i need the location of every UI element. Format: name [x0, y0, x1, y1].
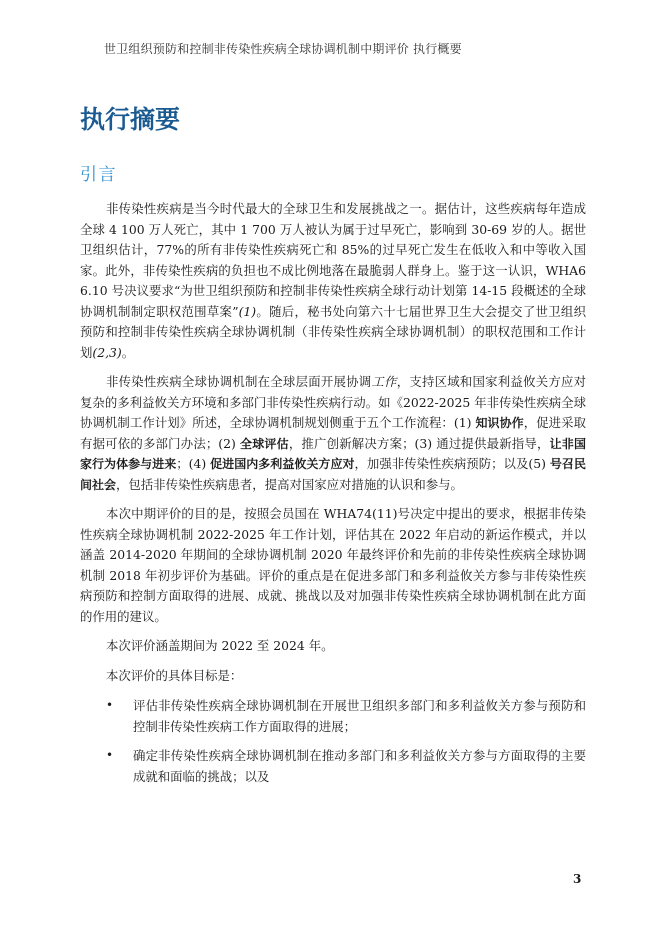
workstream-global-assessment: 全球评估	[240, 436, 289, 451]
paragraph-2-part-b: ，支持区域和国家利益攸关方应对复杂的多利益攸关方环境和多部门非传染性疾病行动。如《2022-2025 年非传染性疾病全球协调机制工作计划》所述，全球协调机制规划侧重于五个工作流程：(1)	[80, 374, 587, 430]
paragraph-2-italic: 工作	[371, 374, 397, 389]
paragraph-1-end: 。	[121, 344, 135, 360]
bullet-icon: •	[106, 748, 114, 762]
list-item	[80, 745, 586, 787]
paragraph-2-part-d: ，推广创新解决方案；(3) 通过提供最新指导，	[288, 435, 550, 451]
paragraph-2-part-g: ，包括非传染性疾病患者，提高对国家应对措施的认识和参与。	[116, 476, 463, 492]
bullet-icon: •	[106, 698, 114, 712]
objectives-list	[80, 695, 586, 787]
citation-2-3: (2,3)	[92, 344, 122, 360]
paragraph-4: 本次评价涵盖期间为 2022 至 2024 年。	[106, 638, 334, 653]
paragraph-2-part-a: 非传染性疾病全球协调机制在全球层面开展协调	[106, 374, 372, 389]
paragraph-2-part-c: ，促进采取有据可依的多部门办法；(2)	[80, 415, 586, 451]
paragraph-2-part-f: ，加强非传染性疾病预防；以及(5)	[354, 456, 550, 471]
workstream-domestic-response: 促进国内多利益攸关方应对	[210, 457, 355, 471]
running-header: 世卫组织预防和控制非传染性疾病全球协调机制中期评价 执行概要	[104, 42, 462, 56]
list-item-text: 确定非传染性疾病全球协调机制在推动多部门和多利益攸关方参与方面取得的主要成就和面临的挑战；以及	[133, 748, 586, 784]
paragraph-2-part-e: ；(4)	[176, 456, 211, 471]
list-item-text: 评估非传染性疾病全球协调机制在开展世卫组织多部门和多利益攸关方参与预防和控制非传染性疾病工作方面取得的进展；	[133, 698, 586, 734]
page-number: 3	[573, 872, 582, 886]
workstream-civil-society: 号召民间社会	[80, 457, 586, 492]
section-heading-introduction: 引言	[80, 165, 117, 185]
paragraph-3: 本次中期评价的目的是，按照会员国在 WHA74(11)号决定中提出的要求，根据非传染性疾病全球协调机制 2022-2025 年工作计划，评估其在 2022 年启动的新运作模式，并以涵盖 2014-2020 年期间的全球协调机制 2020 年最终评价和先前的非传染性疾病全球协调机制 2018 年初步评价为基础。评价的重点是在促进多部门和多利益攸关方参与非传染性疾病预防和控制方面取得的进展、成就、挑战以及对加强非传染性疾病全球协调机制在此方面的作用的建议。	[80, 506, 586, 624]
paragraph-2	[80, 372, 586, 495]
paragraph-1-text: 非传染性疾病是当今时代最大的全球卫生和发展挑战之一。据估计，这些疾病每年造成全球 4 100 万人死亡，其中 1 700 万人被认为属于过早死亡，影响到 30-69 岁的人。据世卫组织估计，77%的所有非传染性疾病死亡和 85%的过早死亡发生在低收入和中等收入国家。此外，非传染性疾病的负担也不成比例地落在最脆弱人群身上。鉴于这一认识，WHA66.10 号决议要求“为世卫组织预防和控制非传染性疾病全球行动计划第 14-15 段概述的全球协调机制制定职权范围草案”	[80, 201, 586, 319]
page-title: 执行摘要	[80, 105, 181, 134]
citation-1: (1)	[238, 303, 257, 319]
workstream-knowledge-collaboration: 知识协作	[475, 416, 524, 430]
workstream-non-state-actors: 让非国家行为体参与进来	[80, 436, 586, 471]
document-body	[80, 199, 586, 795]
paragraph-5: 本次评价的具体目标是：	[106, 667, 243, 683]
list-item	[80, 695, 586, 737]
paragraph-1	[80, 199, 586, 363]
paragraph-1-tail: 。随后，秘书处向第六十七届世界卫生大会提交了世卫组织预防和控制非传染性疾病全球协调机制（非传染性疾病全球协调机制）的职权范围和工作计划	[80, 303, 586, 360]
